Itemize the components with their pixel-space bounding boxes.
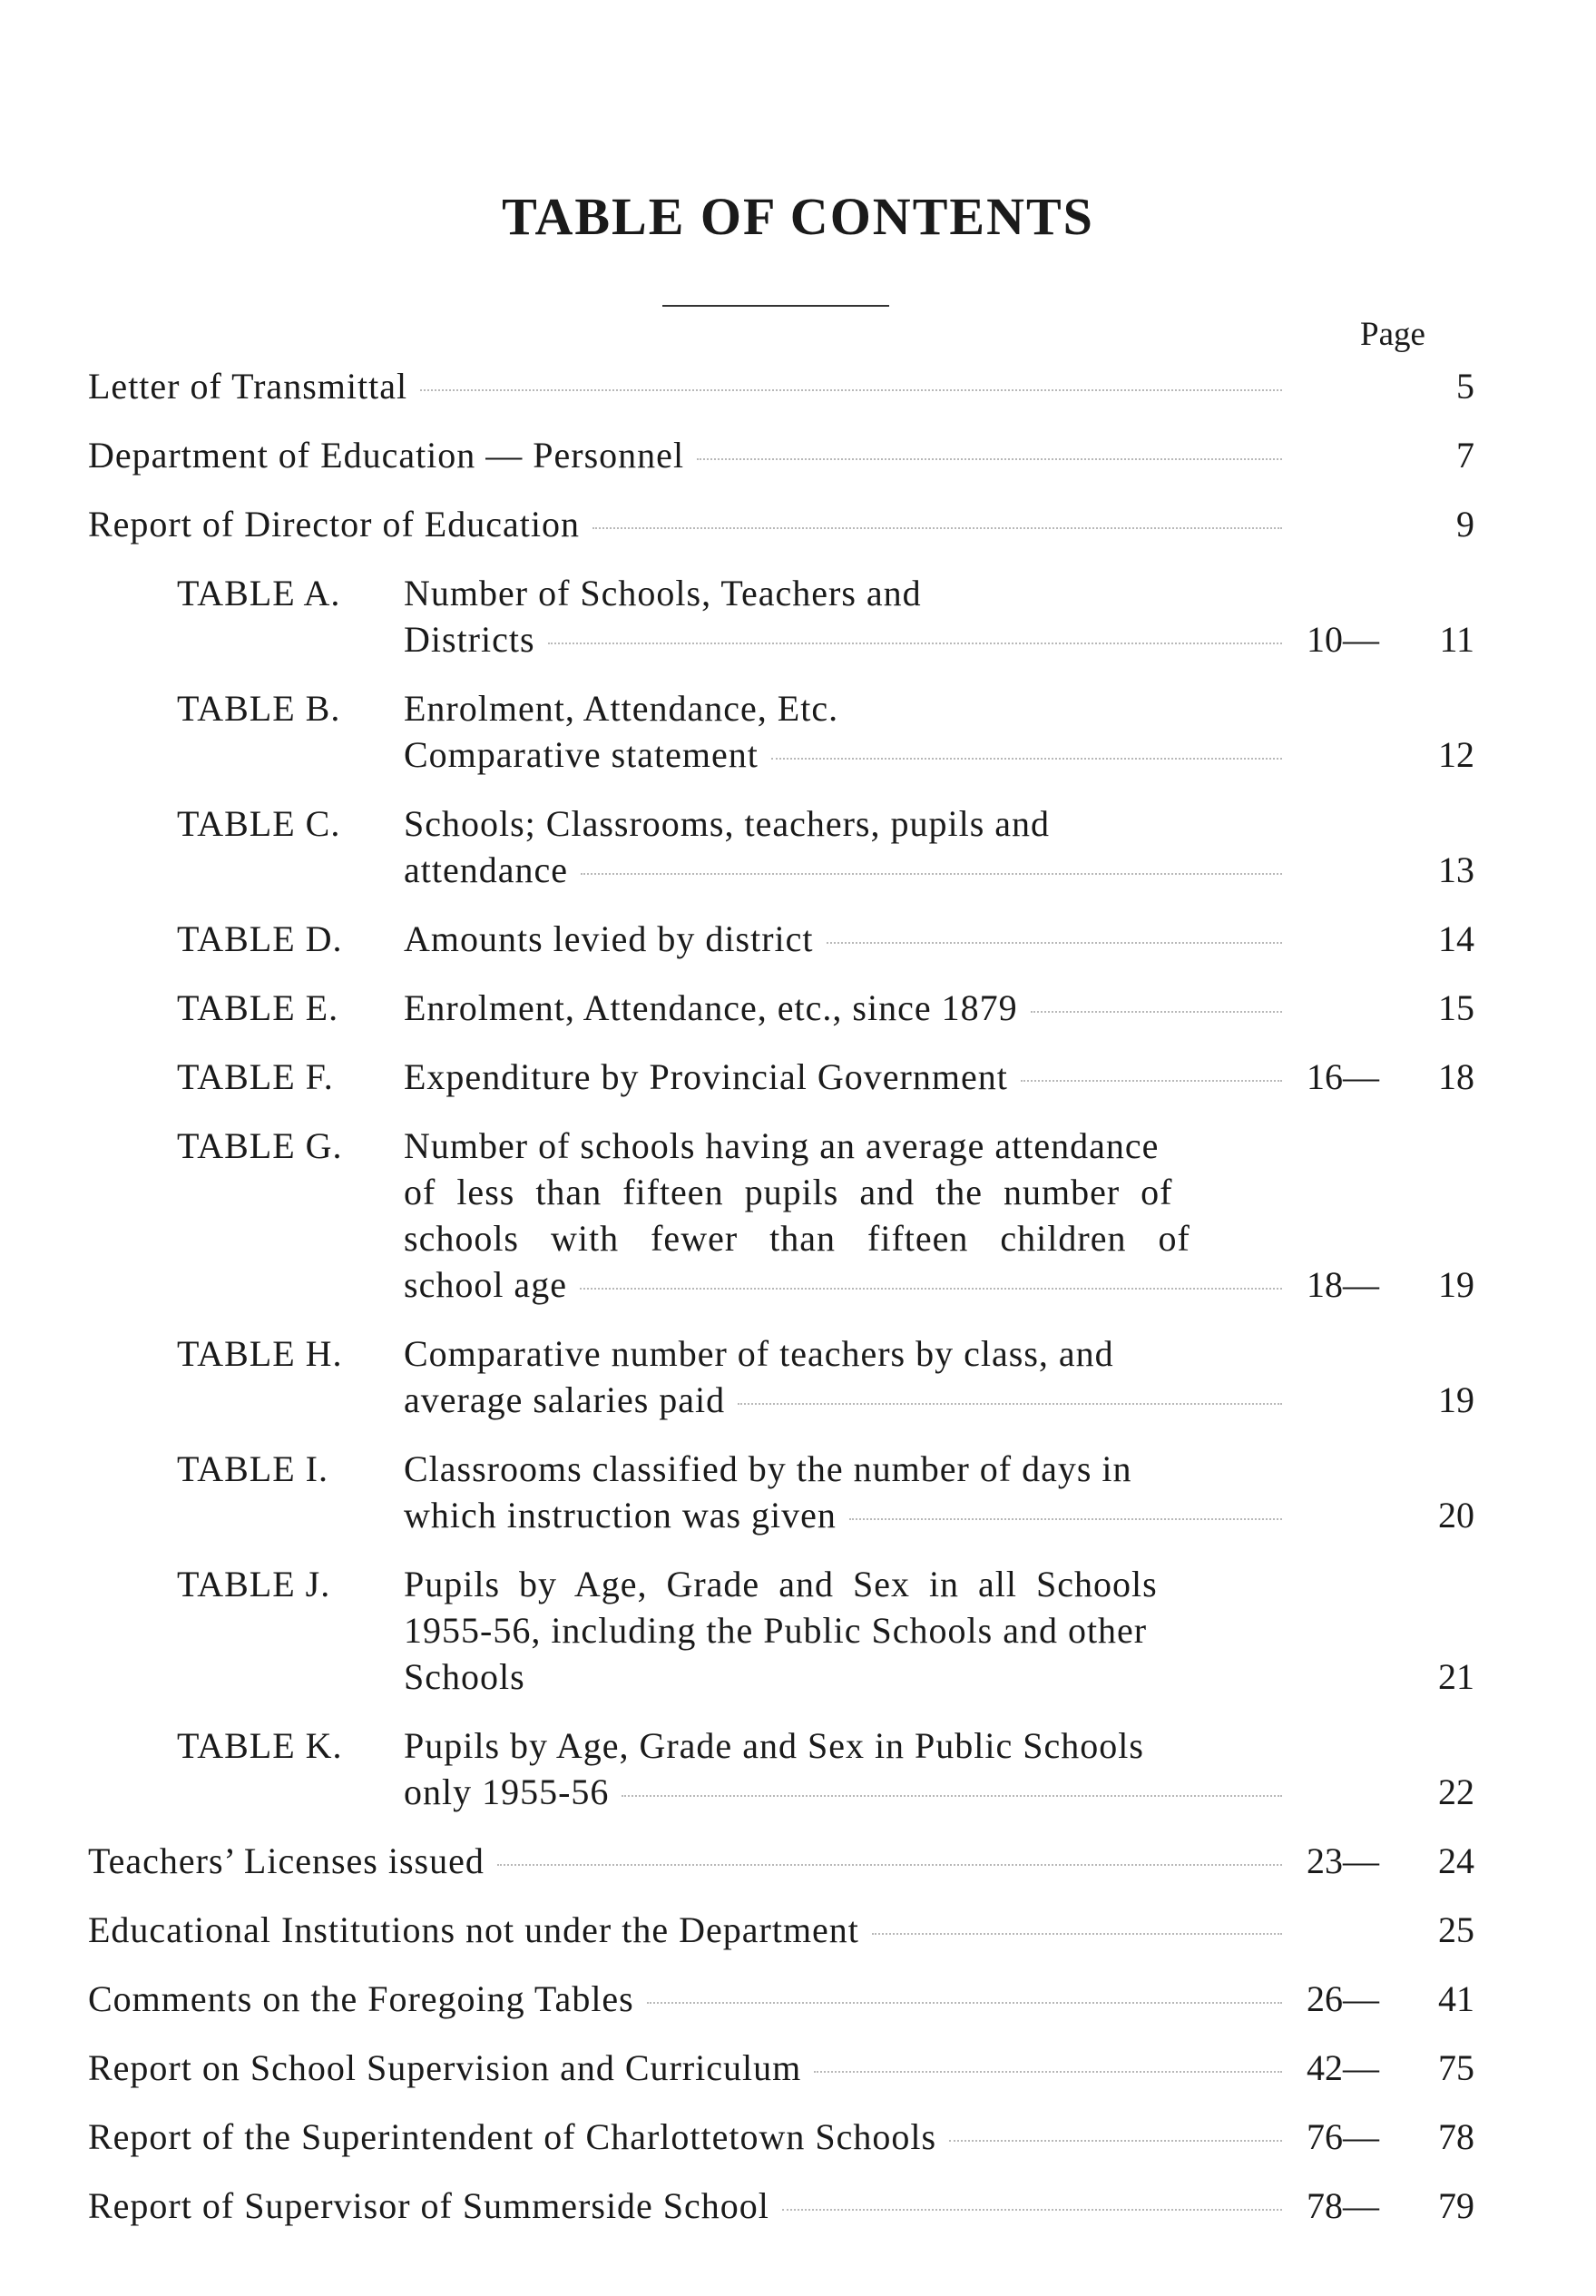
dot-leader <box>738 1403 1282 1405</box>
entry-text-line: of less than fifteen pupils and the number of <box>404 1172 1173 1212</box>
toc-entry-table-c <box>177 800 1295 893</box>
toc-entry-table-g <box>177 1123 1295 1308</box>
dot-leader <box>420 389 1282 391</box>
toc-entry-pages <box>1307 2045 1474 2091</box>
entry-text-line: Enrolment, Attendance, Etc. <box>404 688 839 729</box>
entry-text-line: Districts <box>404 619 535 660</box>
entry-text-line: average salaries paid <box>404 1379 726 1420</box>
toc-entry-letter-of-transmittal <box>88 363 1295 409</box>
entry-text-line: Enrolment, Attendance, etc., since 1879 <box>404 987 1018 1028</box>
page-to: 19 <box>1438 1379 1474 1420</box>
entry-text-line: Number of schools having an average attendance <box>404 1125 1160 1166</box>
page-from: 76— <box>1307 2116 1379 2157</box>
toc-entry-pages <box>1307 501 1474 547</box>
page-to: 7 <box>1456 435 1474 476</box>
dot-leader <box>580 1288 1282 1290</box>
table-tag: TABLE B. <box>177 688 341 729</box>
entry-text-line: Expenditure by Provincial Government <box>404 1056 1008 1097</box>
entry-text-line: schools with fewer than fifteen children of <box>404 1218 1190 1259</box>
dot-leader <box>872 1933 1282 1935</box>
toc-entry-pages <box>1307 985 1474 1031</box>
dot-leader <box>949 2140 1282 2142</box>
page-from: 78— <box>1307 2185 1379 2226</box>
page-column-header: Page <box>1360 316 1425 353</box>
dot-leader <box>581 873 1282 875</box>
entry-text-line: attendance <box>404 849 568 890</box>
page-to: 19 <box>1438 1264 1474 1305</box>
dot-leader <box>814 2071 1282 2073</box>
dot-leader <box>827 942 1282 944</box>
toc-entry-department-personnel <box>88 432 1295 478</box>
toc-entry-pages <box>1307 1261 1474 1308</box>
toc-entry-pages <box>1307 731 1474 778</box>
toc-entry-table-j <box>177 1561 1295 1700</box>
entry-text-line: 1955-56, including the Public Schools and other <box>404 1610 1148 1651</box>
toc-entry-pages <box>1307 1976 1474 2022</box>
page-from: 26— <box>1307 1978 1379 2019</box>
toc-entry-table-a <box>177 570 1295 662</box>
dot-leader <box>697 458 1282 460</box>
toc-entry-pages <box>1307 916 1474 962</box>
toc-entry-comments-tables <box>88 1976 1295 2022</box>
table-tag: TABLE G. <box>177 1125 343 1166</box>
page-to: 12 <box>1438 734 1474 775</box>
page-to: 9 <box>1456 504 1474 545</box>
page-to: 20 <box>1438 1495 1474 1536</box>
table-tag: TABLE H. <box>177 1333 343 1374</box>
page-title: TABLE OF CONTENTS <box>502 187 1094 246</box>
page-from: 16— <box>1307 1056 1379 1097</box>
toc-entry-label: Comments on the Foregoing Tables <box>88 1978 634 2019</box>
entry-text-line: Schools; Classrooms, teachers, pupils and <box>404 803 1051 844</box>
table-tag: TABLE I. <box>177 1448 328 1489</box>
toc-entry-label: Letter of Transmittal <box>88 366 408 407</box>
dot-leader <box>592 527 1282 529</box>
toc-entry-charlottetown-superintendent <box>88 2114 1295 2160</box>
entry-text-line: Comparative statement <box>404 734 759 775</box>
toc-entry-pages <box>1307 847 1474 893</box>
dot-leader <box>622 1795 1282 1797</box>
toc-entry-table-f <box>177 1054 1295 1100</box>
toc-entry-pages <box>1307 1653 1474 1700</box>
title-divider <box>662 305 889 307</box>
entry-text-line: Amounts levied by district <box>404 918 814 959</box>
toc-entry-educational-institutions <box>88 1907 1295 1953</box>
page-from: 10— <box>1307 619 1379 660</box>
toc-entry-pages <box>1307 1838 1474 1884</box>
entry-text-line: Pupils by Age, Grade and Sex in all Schools <box>404 1564 1158 1604</box>
page-to: 15 <box>1438 987 1474 1028</box>
page-to: 11 <box>1439 619 1474 660</box>
entry-text-line: which instruction was given <box>404 1495 837 1536</box>
dot-leader <box>548 643 1282 644</box>
page-to: 24 <box>1438 1840 1474 1881</box>
toc-entry-pages <box>1307 2114 1474 2160</box>
toc-entry-label: Educational Institutions not under the Department <box>88 1909 859 1950</box>
table-tag: TABLE C. <box>177 803 341 844</box>
toc-entry-table-d <box>177 916 1295 962</box>
entry-text-line: only 1955-56 <box>404 1771 610 1812</box>
page-from: 23— <box>1307 1840 1379 1881</box>
page-to: 21 <box>1438 1656 1474 1697</box>
toc-entry-table-b <box>177 685 1295 778</box>
toc-entry-label: Report of Supervisor of Summerside School <box>88 2185 769 2226</box>
table-tag: TABLE K. <box>177 1725 343 1766</box>
toc-entry-pages <box>1307 432 1474 478</box>
toc-entry-school-supervision <box>88 2045 1295 2091</box>
toc-entry-label: Department of Education — Personnel <box>88 435 685 476</box>
dot-leader <box>782 2209 1282 2211</box>
entry-text-line: Classrooms classified by the number of days in <box>404 1448 1132 1489</box>
toc-entry-summerside-supervisor <box>88 2183 1295 2229</box>
dot-leader <box>497 1864 1282 1866</box>
dot-leader <box>849 1518 1282 1520</box>
toc-entry-pages <box>1307 1907 1474 1953</box>
page-from: 18— <box>1307 1264 1379 1305</box>
table-tag: TABLE J. <box>177 1564 331 1604</box>
page-to: 25 <box>1438 1909 1474 1950</box>
table-tag: TABLE E. <box>177 987 339 1028</box>
page-from: 42— <box>1307 2047 1379 2088</box>
toc-entry-label: Report of Director of Education <box>88 504 580 545</box>
toc-entry-table-e <box>177 985 1295 1031</box>
page-to: 13 <box>1438 849 1474 890</box>
table-tag: TABLE A. <box>177 573 341 613</box>
page-to: 5 <box>1456 366 1474 407</box>
entry-text-line: Number of Schools, Teachers and <box>404 573 922 613</box>
page-to: 14 <box>1438 918 1474 959</box>
toc-entry-table-k <box>177 1722 1295 1815</box>
toc-entry-table-i <box>177 1446 1295 1538</box>
toc-entry-pages <box>1307 1377 1474 1423</box>
page-to: 22 <box>1438 1771 1474 1812</box>
toc-entry-pages <box>1307 1054 1474 1100</box>
page-to: 75 <box>1438 2047 1474 2088</box>
entry-text-line: Comparative number of teachers by class, and <box>404 1333 1114 1374</box>
entry-text-line: Schools <box>404 1656 525 1697</box>
toc-entry-pages <box>1307 2183 1474 2229</box>
table-tag: TABLE D. <box>177 918 343 959</box>
page-to: 41 <box>1438 1978 1474 2019</box>
entry-text-line: school age <box>404 1264 567 1305</box>
page-to: 79 <box>1438 2185 1474 2226</box>
toc-entry-pages <box>1307 363 1474 409</box>
toc-entry-label: Report on School Supervision and Curriculum <box>88 2047 802 2088</box>
entry-text-line: Pupils by Age, Grade and Sex in Public Schools <box>404 1725 1144 1766</box>
toc-entry-pages <box>1307 1769 1474 1815</box>
toc-entry-label: Teachers’ Licenses issued <box>88 1840 485 1881</box>
dot-leader <box>1021 1080 1282 1082</box>
toc-entry-teachers-licenses <box>88 1838 1295 1884</box>
toc-entry-label: Report of the Superintendent of Charlottetown Schools <box>88 2116 937 2157</box>
table-tag: TABLE F. <box>177 1056 334 1097</box>
toc-entry-pages <box>1307 616 1474 662</box>
page-to: 18 <box>1438 1056 1474 1097</box>
dot-leader <box>771 758 1282 760</box>
toc-entry-pages <box>1307 1492 1474 1538</box>
dot-leader <box>647 2002 1282 2004</box>
dot-leader <box>1031 1011 1282 1013</box>
toc-entry-table-h <box>177 1330 1295 1423</box>
toc-entry-report-director <box>88 501 1295 547</box>
page-to: 78 <box>1438 2116 1474 2157</box>
